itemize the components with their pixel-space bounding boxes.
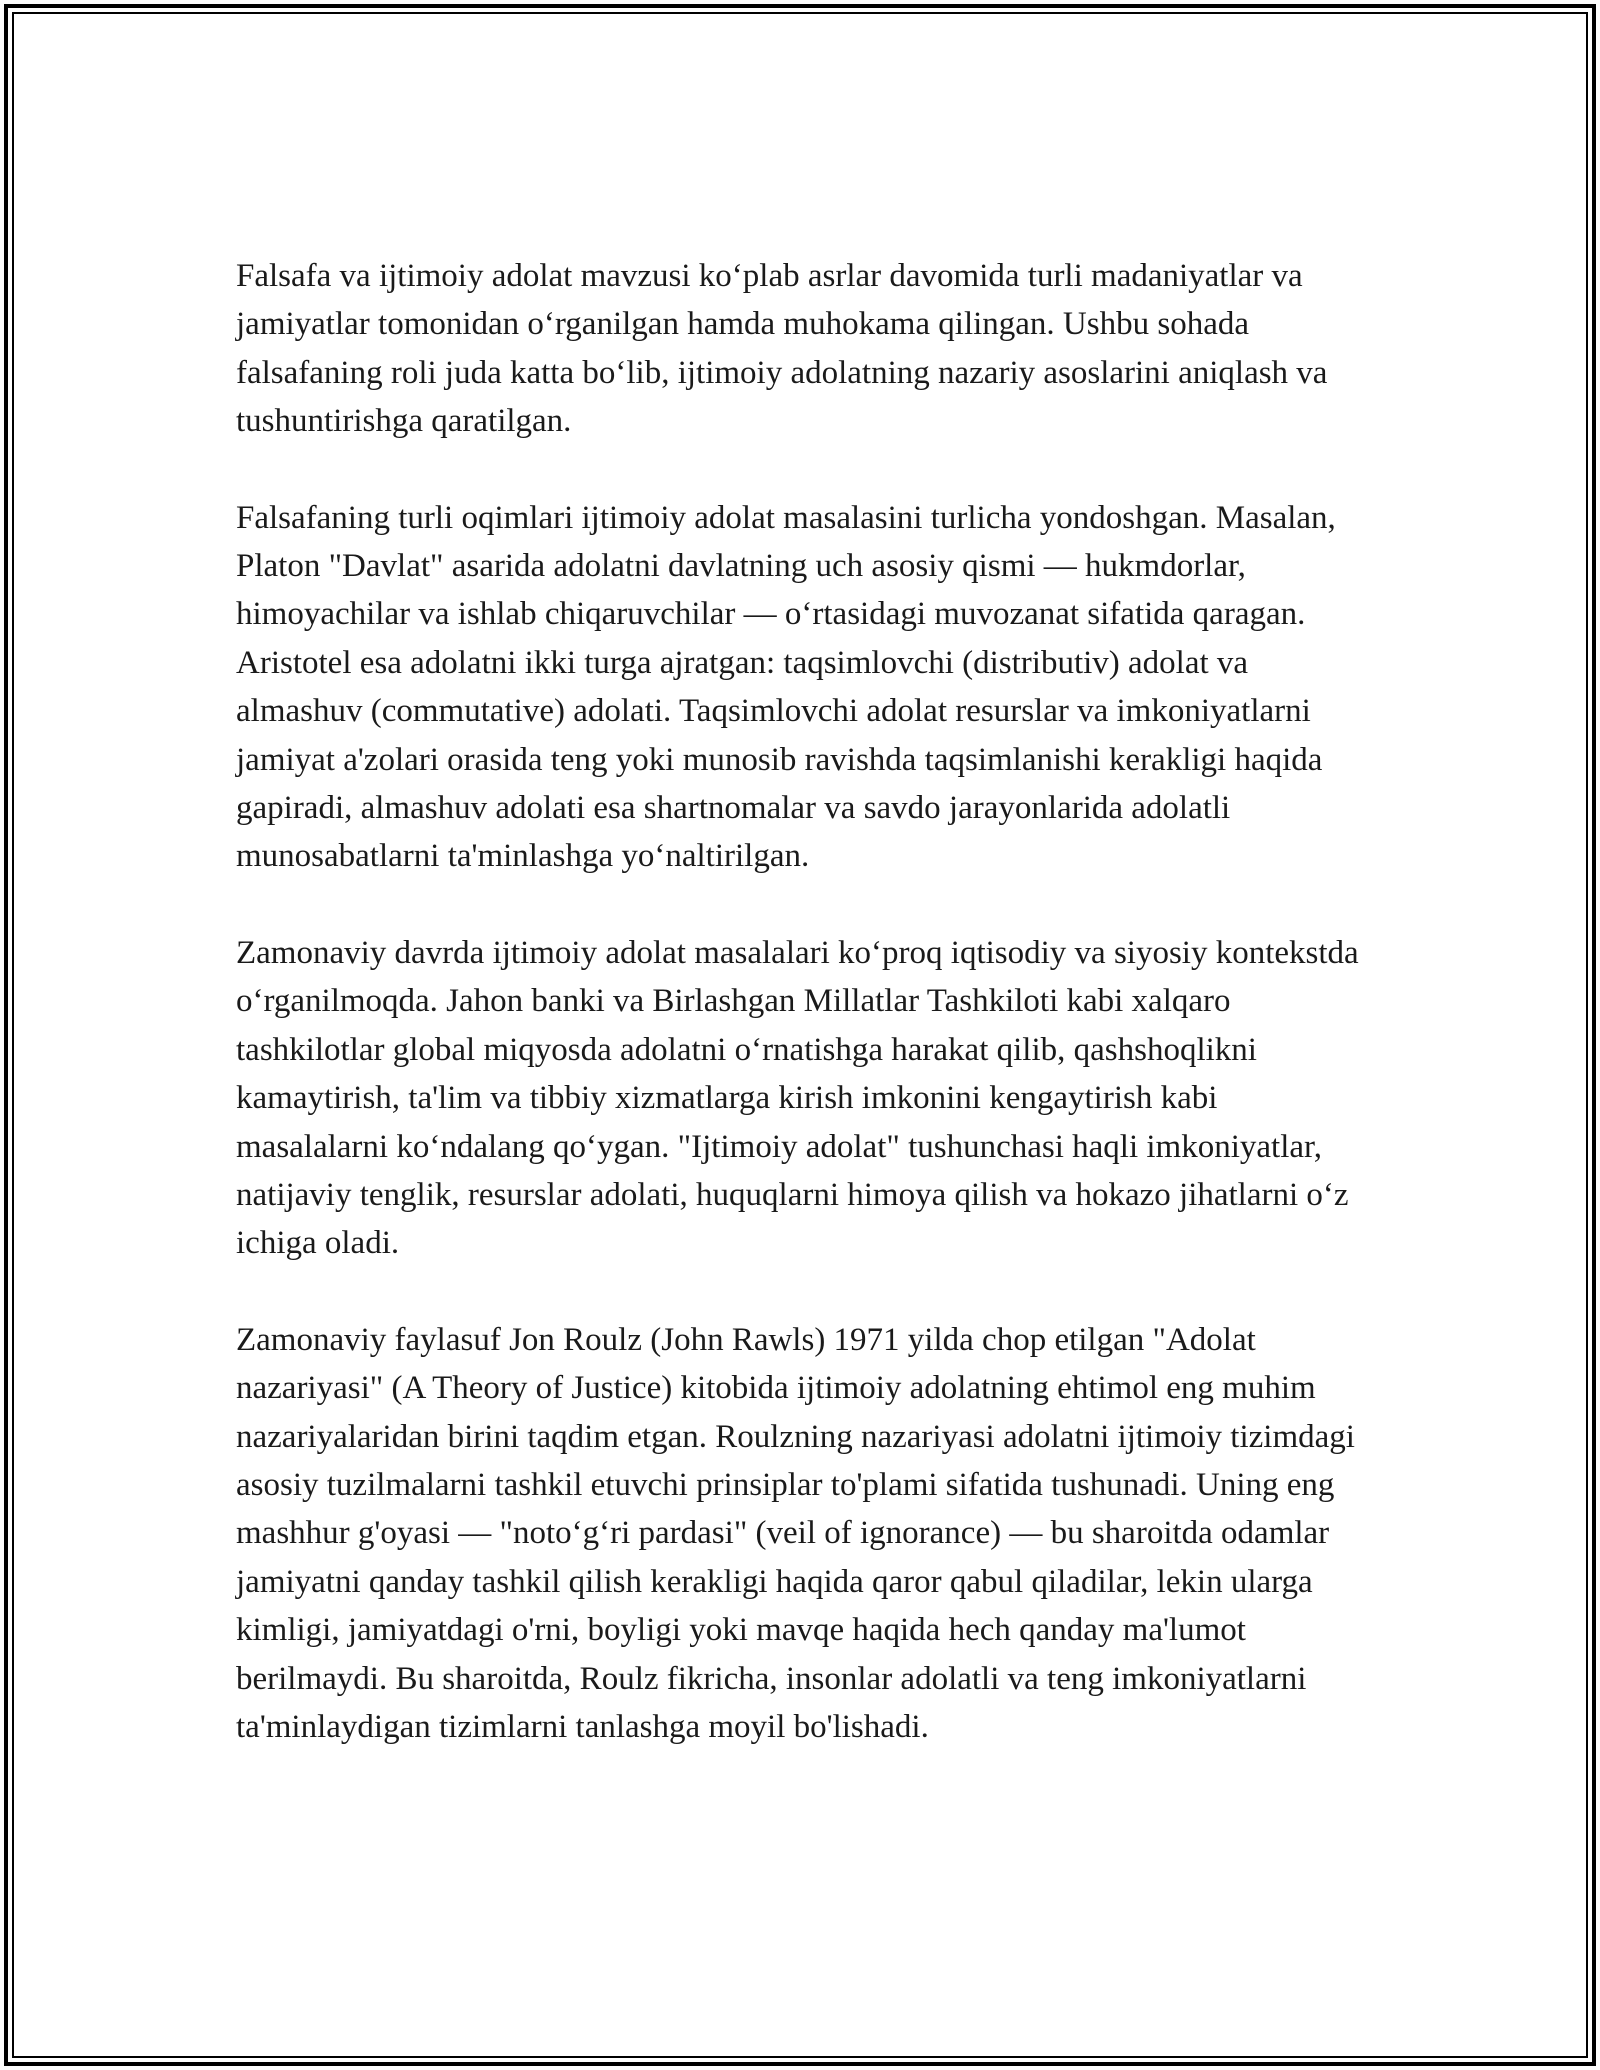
paragraph-4: Zamonaviy faylasuf Jon Roulz (John Rawls) 1971 yilda chop etilgan "Adolat nazariyasi" (A Theory of Justice) kitobida ijtimoiy adolatning ehtimol eng muhim nazariyalaridan birini taqdim etgan. Roulzning nazariyasi adolatni ijtimoiy tizimdagi asosiy tuzilmalarni tashkil etuvchi prinsiplar to'plami sifatida tushunadi. Uning eng mashhur g'oyasi — "noto‘g‘ri pardasi" (veil of ignorance) — bu sharoitda odamlar jamiyatni qanday tashkil qilish kerakligi haqida qaror qabul qiladilar, lekin ularga kimligi, jamiyatdagi o'rni, boyligi yoki mavqe haqida hech qanday ma'lumot berilmaydi. Bu sharoitda, Roulz fikricha, insonlar adolatli va teng imkoniyatlarni ta'minlaydigan tizimlarni tanlashga moyil bo'lishadi.: [236, 1321, 1355, 1745]
paragraph-2: Falsafaning turli oqimlari ijtimoiy adolat masalasini turlicha yondoshgan. Masalan, Platon "Davlat" asarida adolatni davlatning uch asosiy qismi — hukmdorlar, himoyachilar va ishlab chiqaruvchilar — o‘rtasidagi muvozanat sifatida qaragan. Aristotel esa adolatni ikki turga ajratgan: taqsimlovchi (distributiv) adolat va almashuv (commutative) adolati. Taqsimlovchi adolat resurslar va imkoniyatlarni jamiyat a'zolari orasida teng yoki munosib ravishda taqsimlanishi kerakligi haqida gapiradi, almashuv adolati esa shartnomalar va savdo jarayonlarida adolatli munosabatlarni ta'minlashga yo‘naltirilgan.: [236, 499, 1336, 875]
paragraph-1: Falsafa va ijtimoiy adolat mavzusi ko‘plab asrlar davomida turli madaniyatlar va jamiyatlar tomonidan o‘rganilgan hamda muhokama qilingan. Ushbu sohada falsafaning roli juda katta bo‘lib, ijtimoiy adolatning nazariy asoslarini aniqlash va tushuntirishga qaratilgan.: [236, 258, 1328, 440]
paragraph-3: Zamonaviy davrda ijtimoiy adolat masalalari ko‘proq iqtisodiy va siyosiy kontekstda o‘rganilmoqda. Jahon banki va Birlashgan Millatlar Tashkiloti kabi xalqaro tashkilotlar global miqyosda adolatni o‘rnatishga harakat qilib, qashshoqlikni kamaytirish, ta'lim va tibbiy xizmatlarga kirish imkonini kengaytirish kabi masalalarni ko‘ndalang qo‘ygan. "Ijtimoiy adolat" tushunchasi haqli imkoniyatlar, natijaviy tenglik, resurslar adolati, huquqlarni himoya qilish va hokazo jihatlarni o‘z ichiga oladi.: [236, 934, 1359, 1262]
document-body: [236, 252, 1376, 1751]
